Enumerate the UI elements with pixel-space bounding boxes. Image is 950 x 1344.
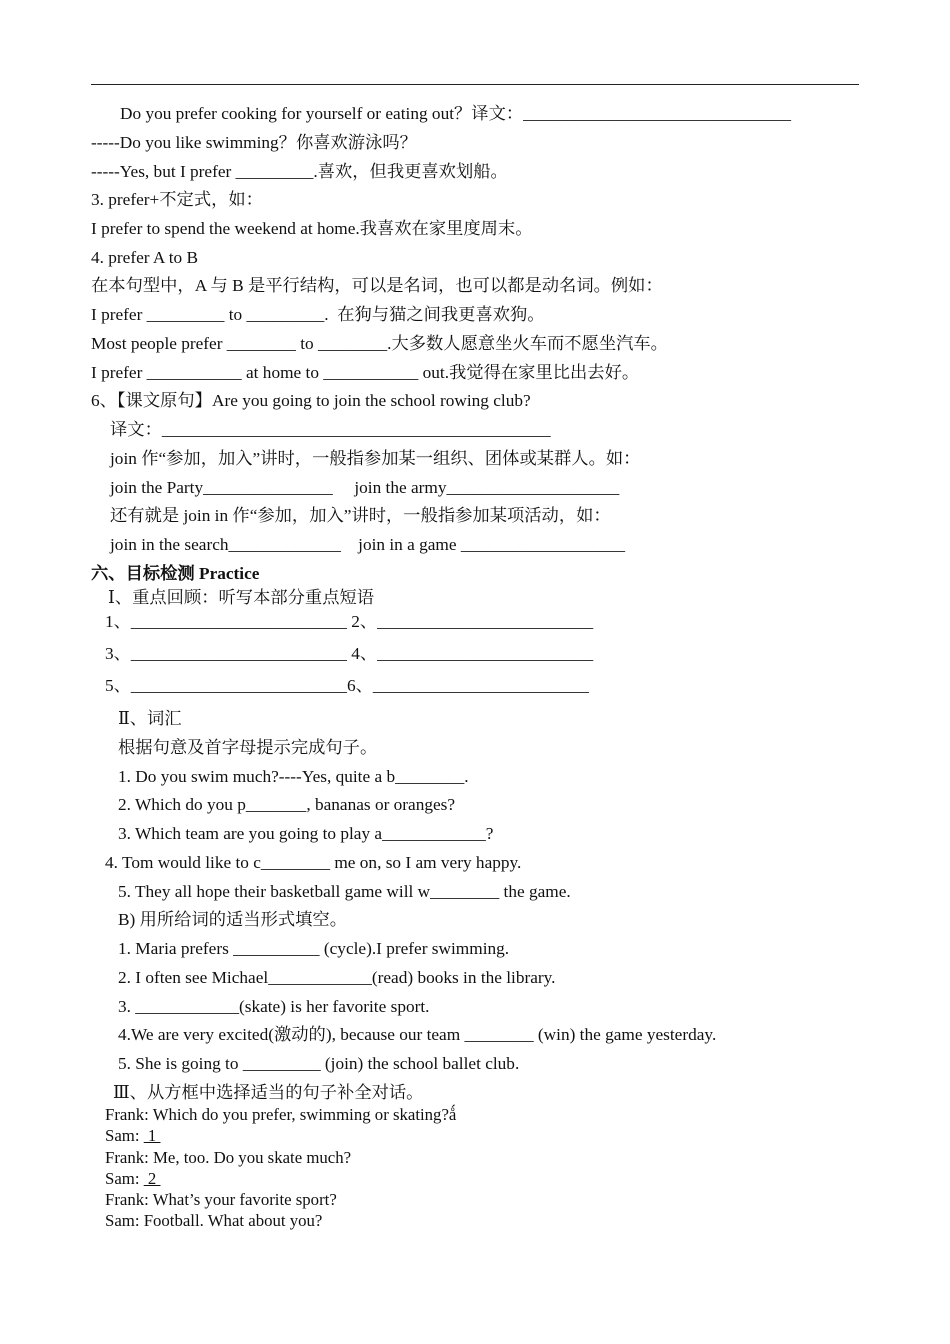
dialogue-line: [105, 1171, 160, 1188]
dialogue-speaker: Sam:: [105, 1126, 144, 1145]
text-line: Do you prefer cooking for yourself or eating out？译文：_______________________________: [120, 104, 791, 123]
text-line: 5、_________________________6、_________________________: [105, 676, 589, 695]
text-line: 1. Maria prefers __________ (cycle).I prefer swimming.: [118, 939, 510, 958]
text-line: Ⅱ、词汇: [118, 709, 182, 728]
text-line: Ⅲ、从方框中选择适当的句子补全对话。: [113, 1083, 424, 1102]
text-line: 根据句意及首字母提示完成句子。: [118, 738, 378, 757]
text-line: -----Do you like swimming？你喜欢游泳吗？: [91, 133, 417, 152]
text-line: I prefer _________ to _________. 在狗与猫之间我更喜欢狗。: [91, 305, 545, 324]
text-line: I prefer to spend the weekend at home.我喜欢在家里度周末。: [91, 219, 533, 238]
text-line: Ⅰ、重点回顾：听写本部分重点短语: [108, 588, 375, 607]
text-line: join 作“参加，加入”讲时，一般指参加某一组织、团体或某群人。如：: [110, 449, 641, 468]
text-line: 6、【课文原句】Are you going to join the school rowing club?: [91, 391, 531, 410]
answer-blank-2: 2: [143, 1169, 161, 1188]
text-line: 还有就是 join in 作“参加，加入”讲时，一般指参加某项活动，如：: [110, 506, 611, 525]
text-line: 5. She is going to _________ (join) the school ballet club.: [118, 1054, 520, 1073]
text-line: 5. They all hope their basketball game will w________ the game.: [118, 882, 571, 901]
text-line: join the Party_______________ join the army____________________: [110, 478, 620, 497]
top-horizontal-rule: [91, 84, 859, 85]
section-heading: 六、目标检测 Practice: [91, 564, 260, 583]
text-line: 译文：_____________________________________________: [110, 420, 551, 439]
text-line: 在本句型中，A 与 B 是平行结构，可以是名词，也可以都是动名词。例如：: [91, 276, 663, 295]
text-line: B) 用所给词的适当形式填空。: [118, 910, 347, 929]
text-line: 4. prefer A to B: [91, 248, 199, 267]
text-line: 4.We are very excited(激动的), because our team ________ (win) the game yesterday.: [118, 1025, 717, 1044]
text-line: 1. Do you swim much?----Yes, quite a b________.: [118, 767, 469, 786]
dialogue-line: Sam: Football. What about you?: [105, 1211, 323, 1230]
dialogue-line: Frank: Me, too. Do you skate much?: [105, 1148, 352, 1167]
answer-blank-1: 1: [143, 1126, 161, 1145]
text-line: join in the search_____________ join in a game ___________________: [110, 535, 626, 554]
text-line: 3. Which team are you going to play a____________?: [118, 824, 494, 843]
text-line: 3. prefer+不定式，如：: [91, 190, 263, 209]
text-line: -----Yes, but I prefer _________.喜欢，但我更喜欢划船。: [91, 162, 508, 181]
text-line: 3、_________________________ 4、_________________________: [105, 644, 594, 663]
text-line: 1、_________________________ 2、_________________________: [105, 612, 594, 631]
dialogue-speaker: Sam:: [105, 1169, 144, 1188]
text-line: 2. I often see Michael____________(read) books in the library.: [118, 968, 556, 987]
dialogue-line: Frank: What’s your favorite sport?: [105, 1190, 337, 1209]
dialogue-line: Frank: Which do you prefer, swimming or skating?ǻ: [105, 1105, 457, 1124]
text-line: 3. ____________(skate) is her favorite sport.: [118, 997, 430, 1016]
text-line: 4. Tom would like to c________ me on, so I am very happy.: [105, 853, 522, 872]
text-line: I prefer ___________ at home to ___________ out.我觉得在家里比出去好。: [91, 363, 640, 382]
text-line: 2. Which do you p_______, bananas or oranges?: [118, 795, 456, 814]
dialogue-line: [105, 1128, 160, 1145]
text-line: Most people prefer ________ to ________.大多数人愿意坐火车而不愿坐汽车。: [91, 334, 668, 353]
